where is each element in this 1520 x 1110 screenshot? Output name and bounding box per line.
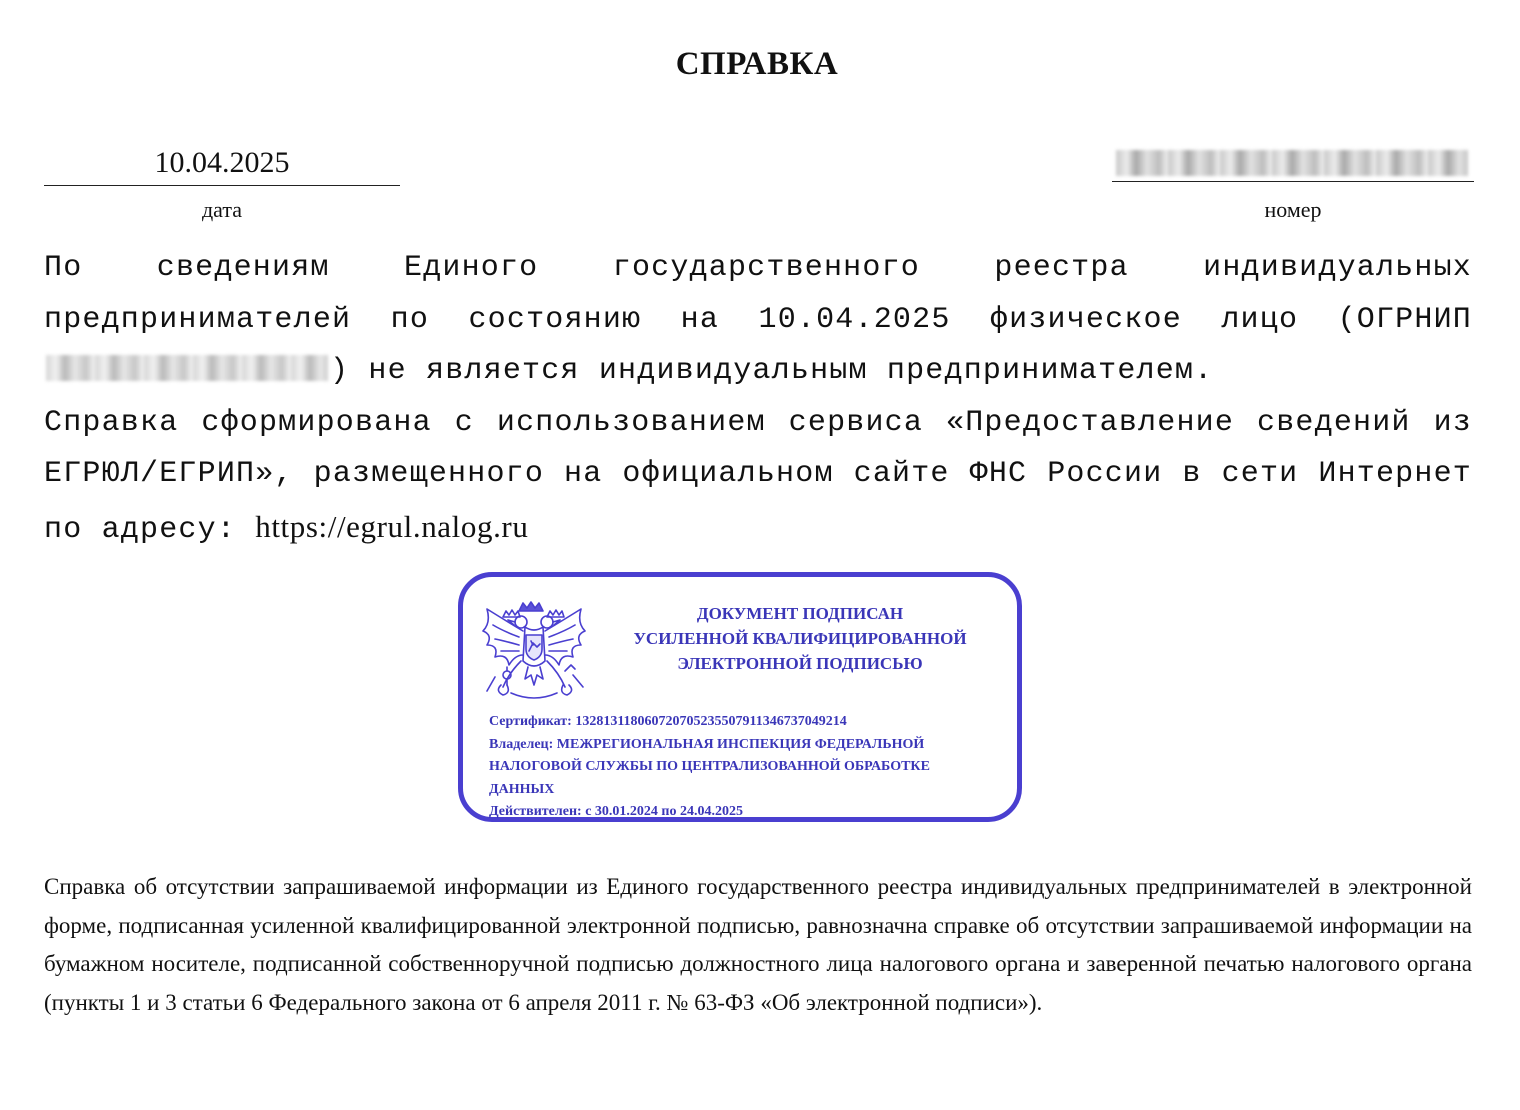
document-title: СПРАВКА (675, 46, 839, 82)
stamp-certificate: Сертификат: 1328131180607207052355079113467370492​14 (489, 714, 847, 729)
certificate-body (44, 243, 1472, 556)
stamp-details (489, 711, 999, 824)
egrul-url: https://egrul.nalog.ru (255, 508, 529, 544)
legal-footer: Справка об отсутствии запрашиваемой информации из Единого государственного реестра индивидуальных предпринимателей в электронной форме, подписанная усиленной квалифицированной электронной подписью, равнозначна справке об отсутствии запрашиваемой информации на бумажном носителе, подписанной собственноручной подписью должностного лица налогового органа и заверенной печатью налогового органа (пункты 1 и 3 статьи 6 Федерального закона от 6 апреля 2011 г. № 63-ФЗ «Об электронной подписи»). (44, 874, 1472, 1015)
number-caption: номер (1264, 197, 1322, 222)
stamp-owner-line: НАЛОГОВОЙ СЛУЖБЫ ПО ЦЕНТРАЛИЗОВАННОЙ ОБРАБОТКЕ (489, 759, 930, 774)
stamp-validity: Действителен: с 30.01.2024 по 24.04.2025 (489, 804, 743, 819)
stamp-owner-line: ДАННЫХ (489, 781, 555, 797)
paragraph-source (44, 398, 1472, 557)
stamp-heading-line: ДОКУМЕНТ ПОДПИСАН (696, 604, 904, 623)
signature-stamp (458, 572, 1022, 822)
status-text-end: ) не является индивидуальным предпринимателем. (330, 354, 1214, 388)
status-text-start: По сведениям Единого государственного реестра индивидуальных предпринимателей по состоянию на 10.04.2025 физическое лицо (ОГРНИП (44, 251, 1472, 337)
redacted-document-number (1116, 150, 1468, 176)
paragraph-status (44, 243, 1472, 398)
stamp-owner-line: Владелец: МЕЖРЕГИОНАЛЬНАЯ ИНСПЕКЦИЯ ФЕДЕРАЛЬНОЙ (489, 736, 925, 752)
date-value: 10.04.2025 (154, 146, 290, 179)
number-underline (1112, 181, 1474, 182)
stamp-heading-line: ЭЛЕКТРОННОЙ ПОДПИСЬЮ (677, 654, 923, 673)
source-text: Справка сформирована с использованием сервиса «Предоставление сведений из ЕГРЮЛ/ЕГРИП», размещенного на официальном сайте ФНС России в сети Интернет по адресу: (44, 405, 1472, 547)
date-caption: дата (201, 197, 243, 222)
coat-of-arms-icon (473, 589, 595, 707)
date-underline (44, 185, 400, 186)
stamp-heading-line: УСИЛЕННОЙ КВАЛИФИЦИРОВАННОЙ (633, 629, 967, 648)
redacted-ogrnip (46, 355, 328, 381)
stamp-heading (605, 601, 995, 676)
